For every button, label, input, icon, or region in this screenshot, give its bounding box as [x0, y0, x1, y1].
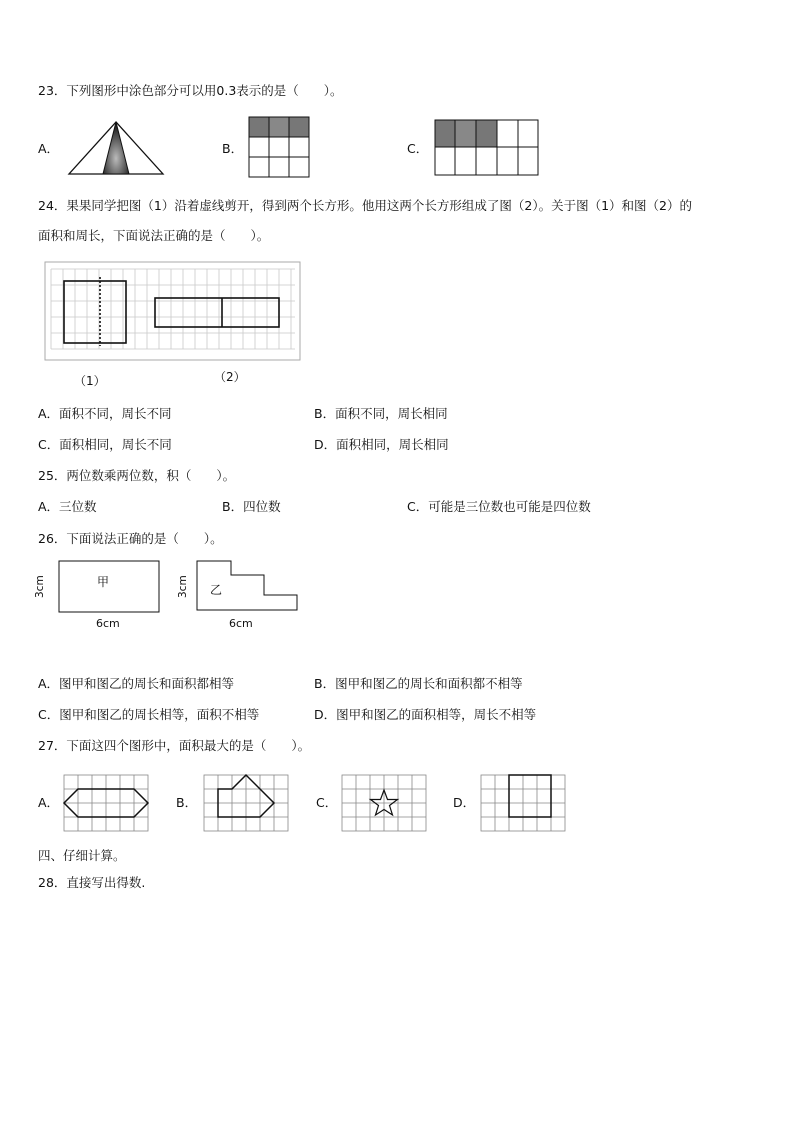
q25-option-c[interactable]: C．可能是三位数也可能是四位数	[407, 499, 591, 514]
q23-option-a-triangle	[66, 118, 176, 178]
q27-option-a-label[interactable]: A．	[38, 795, 60, 810]
q24-stem-line1: 24．果果同学把图（1）沿着虚线剪开，得到两个长方形。他用这两个长方形组成了图（2）。关于图（1）和图（2）的	[38, 198, 692, 213]
q26-stem: 26．下面说法正确的是（ ）。	[38, 531, 223, 546]
q27-option-d-label[interactable]: D．	[453, 795, 476, 810]
q26-jia-height-label: 3cm	[34, 575, 46, 598]
q24-figure-grid	[44, 258, 304, 364]
q24-option-c[interactable]: C．面积相同，周长不同	[38, 437, 172, 452]
q24-figure2-label: （2）	[214, 370, 246, 384]
q27-option-c-label[interactable]: C．	[316, 795, 338, 810]
q23-option-a-label[interactable]: A．	[38, 141, 60, 156]
q26-jia-label: 甲	[97, 575, 110, 589]
q23-option-c-grid	[434, 119, 544, 179]
q26-option-c[interactable]: C．图甲和图乙的周长相等，面积不相等	[38, 707, 260, 722]
q26-figure-jia	[58, 560, 162, 614]
q25-stem: 25．两位数乘两位数，积（ ）。	[38, 468, 236, 483]
q27-option-b-grid	[203, 774, 293, 834]
section-4-heading: 四、仔细计算。	[38, 848, 126, 863]
q24-figure1-label: （1）	[74, 374, 106, 388]
q23-stem: 23．下列图形中涂色部分可以用0.3表示的是（ ）。	[38, 83, 343, 98]
q26-option-a[interactable]: A．图甲和图乙的周长和面积都相等	[38, 676, 235, 691]
q24-option-a[interactable]: A．面积不同，周长不同	[38, 406, 172, 421]
q24-stem-line2: 面积和周长，下面说法正确的是（ ）。	[38, 228, 270, 243]
q23-option-b-label[interactable]: B．	[222, 141, 244, 156]
q28-stem: 28．直接写出得数.	[38, 875, 146, 890]
q26-jia-width-label: 6cm	[96, 617, 120, 630]
q24-option-d[interactable]: D．面积相同，周长相同	[314, 437, 449, 452]
q25-option-b[interactable]: B．四位数	[222, 499, 281, 514]
q23-option-b-grid	[248, 116, 314, 182]
q26-yi-height-label: 3cm	[177, 575, 189, 598]
q26-option-d[interactable]: D．图甲和图乙的面积相等，周长不相等	[314, 707, 537, 722]
q27-option-c-grid	[341, 774, 431, 834]
q27-option-d-grid	[480, 774, 570, 834]
q26-yi-width-label: 6cm	[229, 617, 253, 630]
q24-option-b[interactable]: B．面积不同，周长相同	[314, 406, 448, 421]
q27-option-a-grid	[63, 774, 153, 834]
q26-yi-label: 乙	[210, 583, 223, 597]
q25-option-a[interactable]: A．三位数	[38, 499, 97, 514]
q23-option-c-label[interactable]: C．	[407, 141, 429, 156]
q27-stem: 27．下面这四个图形中，面积最大的是（ ）。	[38, 738, 311, 753]
q27-option-b-label[interactable]: B．	[176, 795, 198, 810]
q26-option-b[interactable]: B．图甲和图乙的周长和面积都不相等	[314, 676, 523, 691]
